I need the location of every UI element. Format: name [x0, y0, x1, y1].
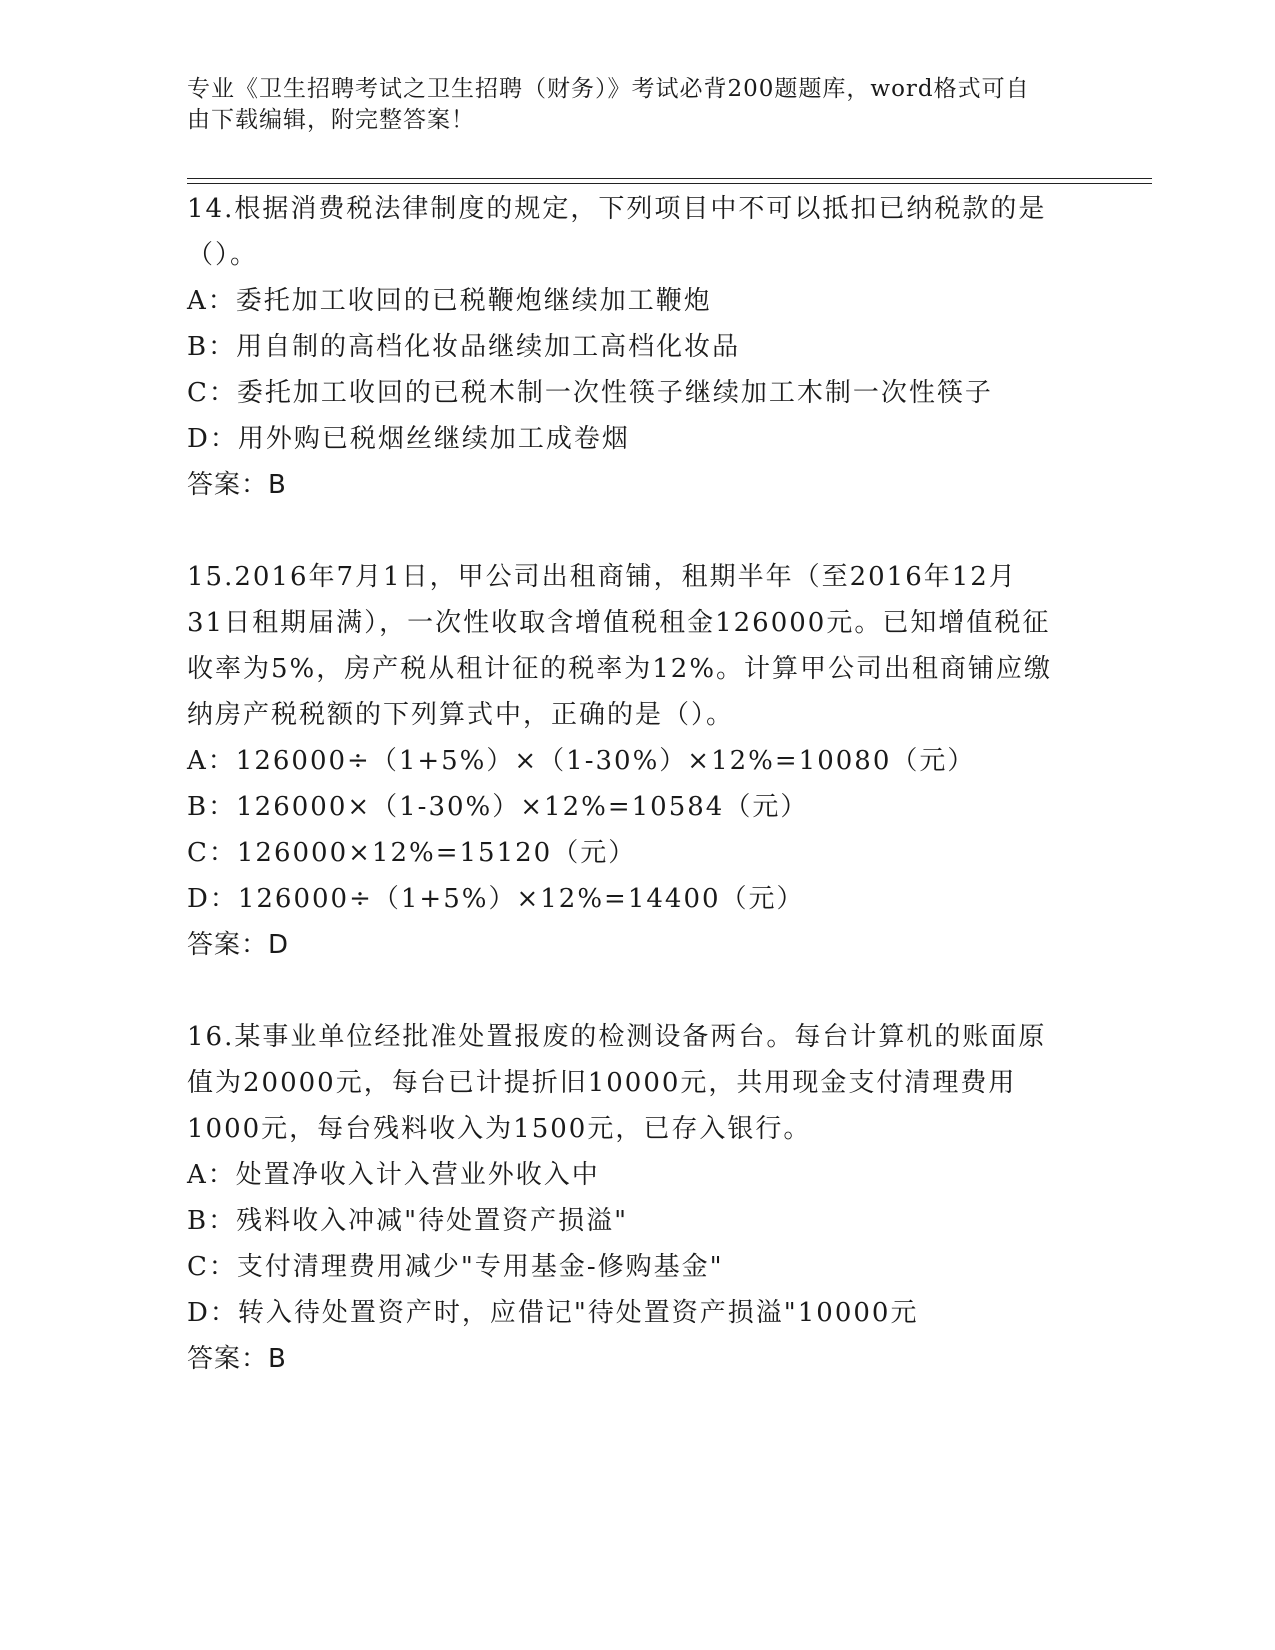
question-16	[187, 1014, 1087, 1382]
question-stem-line: （）。	[187, 240, 259, 270]
option-d: D：用外购已税烟丝继续加工成卷烟	[187, 424, 630, 454]
option-c: C：委托加工收回的已税木制一次性筷子继续加工木制一次性筷子	[187, 378, 993, 408]
question-14	[187, 186, 1087, 508]
option-b: B：用自制的高档化妆品继续加工高档化妆品	[187, 332, 741, 362]
option-c: C：126000×12%=15120（元）	[187, 838, 637, 868]
question-stem-line: 值为20000元，每台已计提折旧10000元，共用现金支付清理费用	[187, 1068, 1017, 1098]
question-15	[187, 554, 1087, 968]
answer-label: 答案：B	[187, 1344, 287, 1374]
option-a: A：126000÷（1+5%）×（1-30%）×12%=10080（元）	[187, 746, 976, 776]
option-a: A：委托加工收回的已税鞭炮继续加工鞭炮	[187, 286, 712, 316]
question-stem-line: 1000元，每台残料收入为1500元，已存入银行。	[187, 1114, 812, 1144]
document-header	[187, 74, 1067, 136]
question-stem-line: 14.根据消费税法律制度的规定，下列项目中不可以抵扣已纳税款的是	[187, 194, 1047, 224]
option-a: A：处置净收入计入营业外收入中	[187, 1160, 600, 1190]
header-line-1: 专业《卫生招聘考试之卫生招聘（财务）》考试必背200题题库，word格式可自	[187, 76, 1030, 102]
option-c: C：支付清理费用减少"专用基金-修购基金"	[187, 1252, 724, 1282]
question-list	[187, 186, 1087, 1382]
question-stem-line: 16.某事业单位经批准处置报废的检测设备两台。每台计算机的账面原	[187, 1022, 1047, 1052]
question-stem-line: 收率为5%，房产税从租计征的税率为12%。计算甲公司出租商铺应缴	[187, 654, 1053, 684]
answer-label: 答案：B	[187, 470, 287, 500]
header-divider-bottom	[187, 183, 1152, 184]
question-spacer	[187, 968, 1087, 1014]
question-stem-line: 15.2016年7月1日，甲公司出租商铺，租期半年（至2016年12月	[187, 562, 1017, 592]
question-stem-line: 31日租期届满），一次性收取含增值税租金126000元。已知增值税征	[187, 608, 1051, 638]
option-b: B：126000×（1-30%）×12%=10584（元）	[187, 792, 809, 822]
answer-label: 答案：D	[187, 930, 290, 960]
question-spacer	[187, 508, 1087, 554]
option-d: D：126000÷（1+5%）×12%=14400（元）	[187, 884, 805, 914]
option-b: B：残料收入冲减"待处置资产损溢"	[187, 1206, 629, 1236]
header-line-2: 由下载编辑，附完整答案！	[187, 107, 475, 133]
option-d: D：转入待处置资产时，应借记"待处置资产损溢"10000元	[187, 1298, 919, 1328]
question-stem-line: 纳房产税税额的下列算式中，正确的是（）。	[187, 700, 735, 730]
header-divider-top	[187, 178, 1152, 179]
